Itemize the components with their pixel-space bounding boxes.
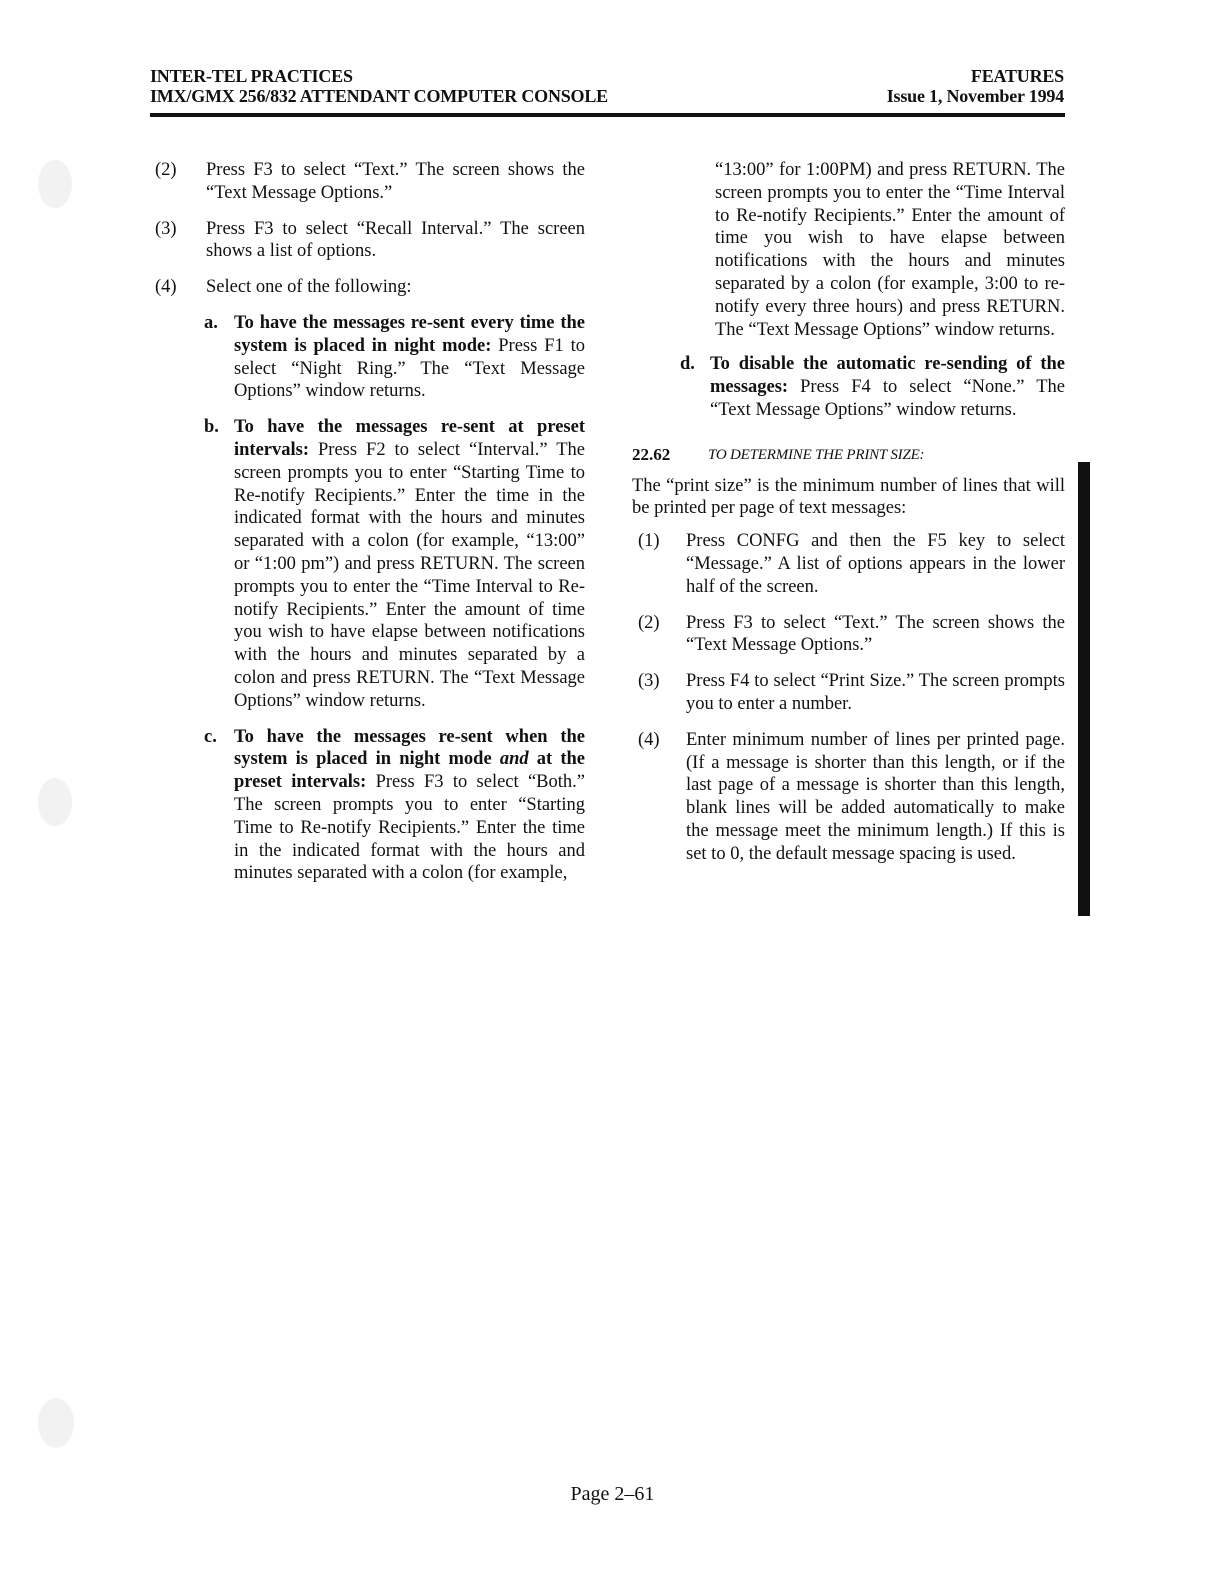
print-step-2 — [638, 612, 1065, 658]
option-c-continued: “13:00” for 1:00PM) and press RETURN. The screen prompts you to enter the “Time Interval to Re-notify Recipients.” Enter the amount of time you wish to have elapse between notifications with the hours and minutes separated by a colon (for example, 3:00 to re-notify every three hours) and press RETURN. The “Text Message Options” window returns. — [715, 160, 1065, 340]
option-heading-end: at the preset intervals: — [234, 749, 585, 793]
publication-name: INTER-TEL PRACTICES — [150, 66, 353, 86]
print-step-1 — [638, 530, 1065, 598]
binder-hole-mark — [38, 778, 72, 826]
section-title: TO DETERMINE THE PRINT SIZE: — [708, 446, 925, 463]
step-text: Press F3 to select “Text.” The screen shows the “Text Message Options.” — [206, 160, 585, 203]
print-step-3 — [638, 670, 1065, 716]
header-rule — [150, 113, 1065, 117]
option-body: Press F2 to select “Interval.” The screen prompts you to enter “Starting Time to Re-notify Recipients.” Enter the time in the indicated format with the hours and minutes separated with a colon (for example, “13:00” or “1:00 pm”) and press RETURN. The screen prompts you to enter the “Time Interval to Re-notify Recipients.” Enter the amount of time you wish to have elapse between notifications with the hours and minutes separated by a colon and press RETURN. The “Text Message Options” window returns. — [234, 439, 585, 711]
step-number: (3) — [638, 671, 660, 692]
step-2 — [155, 159, 585, 205]
right-column — [632, 159, 1065, 879]
left-column — [155, 159, 585, 898]
section-name: FEATURES — [970, 66, 1064, 86]
step-text: Press CONFG and then the F5 key to select “Message.” A list of options appears in the lower half of the screen. — [686, 531, 1065, 597]
step-text: Press F4 to select “Print Size.” The screen prompts you to enter a number. — [686, 671, 1065, 714]
option-b — [204, 416, 585, 712]
option-heading-emphasis: and — [499, 749, 529, 770]
issue-date: Issue 1, November 1994 — [886, 86, 1064, 106]
step-number: (4) — [155, 277, 177, 298]
option-body: Press F1 to select “Night Ring.” The “Text Message Options” window returns. — [234, 335, 585, 402]
option-body: Press F3 to select “Both.” The screen prompts you to enter “Starting Time to Re-notify Recipients.” Enter the time in the indicated format with the hours and minutes separated with a colon (for example, — [234, 772, 585, 884]
option-heading: To have the messages re-sent every time the system is placed in night mode: — [234, 312, 585, 356]
option-letter: c. — [204, 726, 217, 747]
option-letter: d. — [680, 354, 695, 375]
option-heading: To have the messages re-sent when the system is placed in night mode — [234, 726, 585, 770]
option-d — [680, 353, 1065, 421]
step-number: (4) — [638, 729, 660, 750]
step-3 — [155, 218, 585, 264]
step-number: (1) — [638, 531, 660, 552]
section-number: 22.62 — [632, 444, 671, 464]
running-header-left — [150, 66, 608, 106]
binder-hole-mark — [38, 160, 72, 208]
option-text — [710, 353, 1065, 421]
step-text: Enter minimum number of lines per printed page. (If a message is shorter than this length, or if the last page of a message is shorter than this length, blank lines will be added automatically to make the message meet the minimum length.) If this is set to 0, the default message spacing is used. — [686, 729, 1065, 864]
step-4 — [155, 276, 585, 299]
step-text: Press F3 to select “Text.” The screen shows the “Text Message Options.” — [686, 612, 1065, 656]
option-body: Press F4 to select “None.” The “Text Message Options” window returns. — [710, 377, 1065, 420]
option-text — [234, 312, 585, 403]
section-heading — [632, 444, 1065, 467]
option-c — [204, 726, 585, 886]
page-number: Page 2–61 — [570, 1483, 655, 1505]
option-text — [234, 416, 585, 712]
change-bar — [1078, 462, 1090, 916]
option-a — [204, 312, 585, 403]
running-header-right — [887, 66, 1064, 106]
product-name: IMX/GMX 256/832 ATTENDANT COMPUTER CONSOLE — [150, 86, 608, 106]
step-number: (2) — [155, 160, 177, 180]
option-letter: a. — [204, 312, 218, 333]
binder-hole-mark — [38, 1398, 74, 1448]
option-text — [234, 726, 585, 886]
option-heading: To have the messages re-sent at preset intervals: — [234, 417, 585, 460]
step-text: Select one of the following: — [206, 277, 412, 298]
step-text: Press F3 to select “Recall Interval.” The screen shows a list of options. — [206, 218, 585, 262]
print-step-4 — [638, 729, 1065, 866]
step-number: (3) — [155, 218, 177, 239]
section-intro: The “print size” is the minimum number of lines that will be printed per page of text messages: — [632, 475, 1065, 519]
option-letter: b. — [204, 417, 219, 438]
step-number: (2) — [638, 612, 660, 633]
option-heading: To disable the automatic re-sending of the messages: — [710, 354, 1065, 398]
